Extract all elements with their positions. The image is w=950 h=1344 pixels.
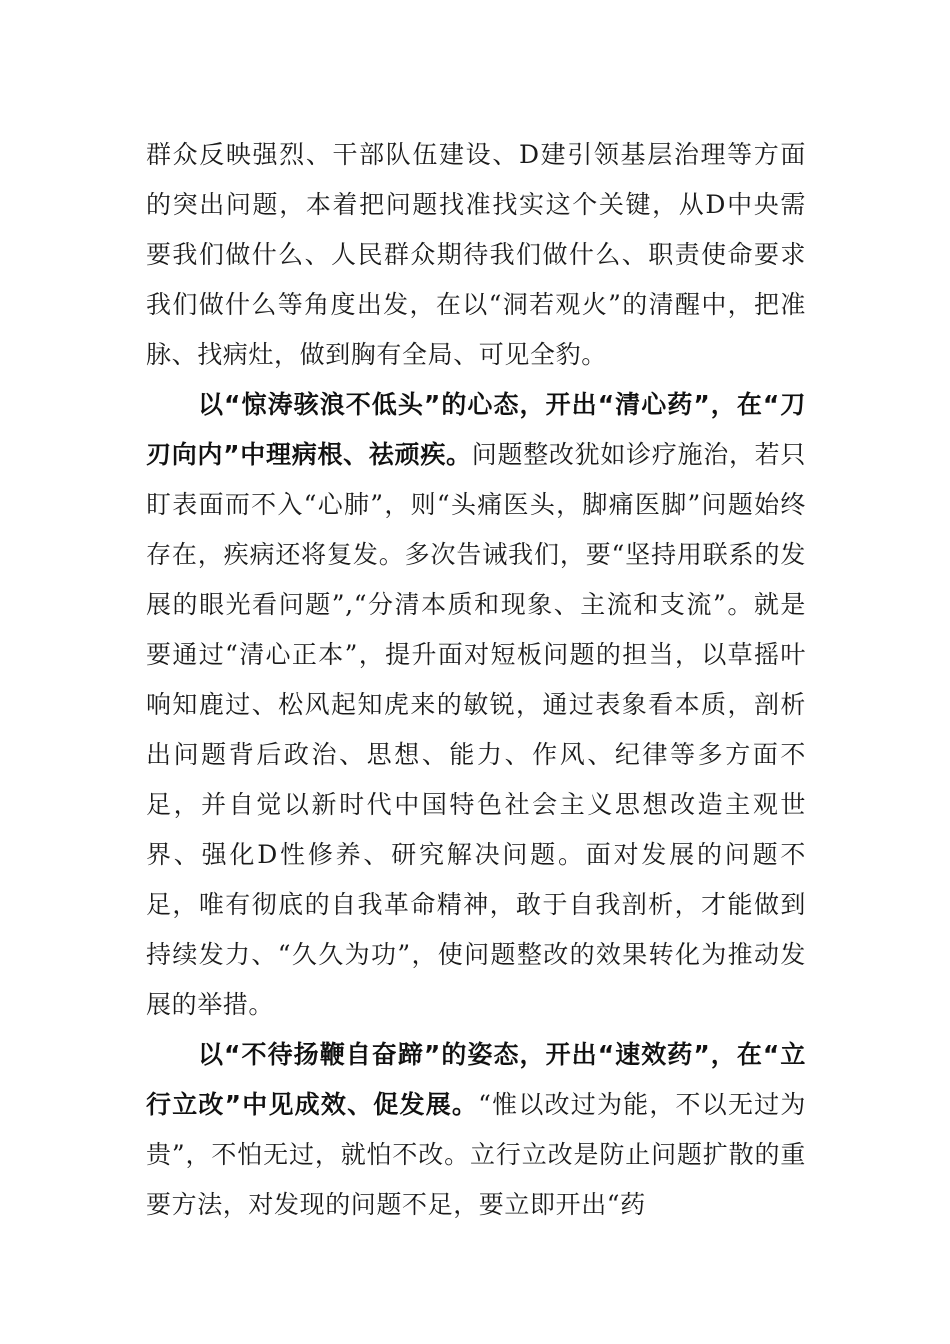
paragraph-text: “惟以改过为能，不以无过为贵”，不怕无过，就怕不改。立行立改是防止问题扩散的重要方法，对发现的问题不足，要立即开出“药 [146, 1090, 806, 1219]
paragraph-quick-effect-medicine [146, 1030, 806, 1230]
paragraph-lead-heading: 以“惊涛骇浪不低头”的心态，开出“清心药”，在“刀刃向内”中理病根、祛顽疾。 [146, 390, 806, 469]
paragraph-continued [146, 130, 806, 380]
document-body [146, 130, 806, 1230]
paragraph-text: 问题整改犹如诊疗施治，若只盯表面而不入“心肺”，则“头痛医头，脚痛医脚”问题始终存在，疾病还将复发。多次告诫我们，要“坚持用联系的发展的眼光看问题”,“分清本质和现象、主流和支流”。就是要通过“清心正本”，提升面对短板问题的担当，以草摇叶响知鹿过、松风起知虎来的敏锐，通过表象看本质，剖析出问题背后政治、思想、能力、作风、纪律等多方面不足，并自觉以新时代中国特色社会主义思想改造主观世界、强化D性修养、研究解决问题。面对发展的问题不足，唯有彻底的自我革命精神，敢于自我剖析，才能做到持续发力、“久久为功”，使问题整改的效果转化为推动发展的举措。 [146, 440, 806, 1019]
paragraph-text: 群众反映强烈、干部队伍建设、D建引领基层治理等方面的突出问题，本着把问题找准找实这个关键，从D中央需要我们做什么、人民群众期待我们做什么、职责使命要求我们做什么等角度出发，在以“洞若观火”的清醒中，把准脉、找病灶，做到胸有全局、可见全豹。 [146, 140, 806, 369]
paragraph-clear-heart-medicine [146, 380, 806, 1030]
paragraph-lead-heading: 以“不待扬鞭自奋蹄”的姿态，开出“速效药”，在“立行立改”中见成效、促发展。 [146, 1040, 806, 1119]
